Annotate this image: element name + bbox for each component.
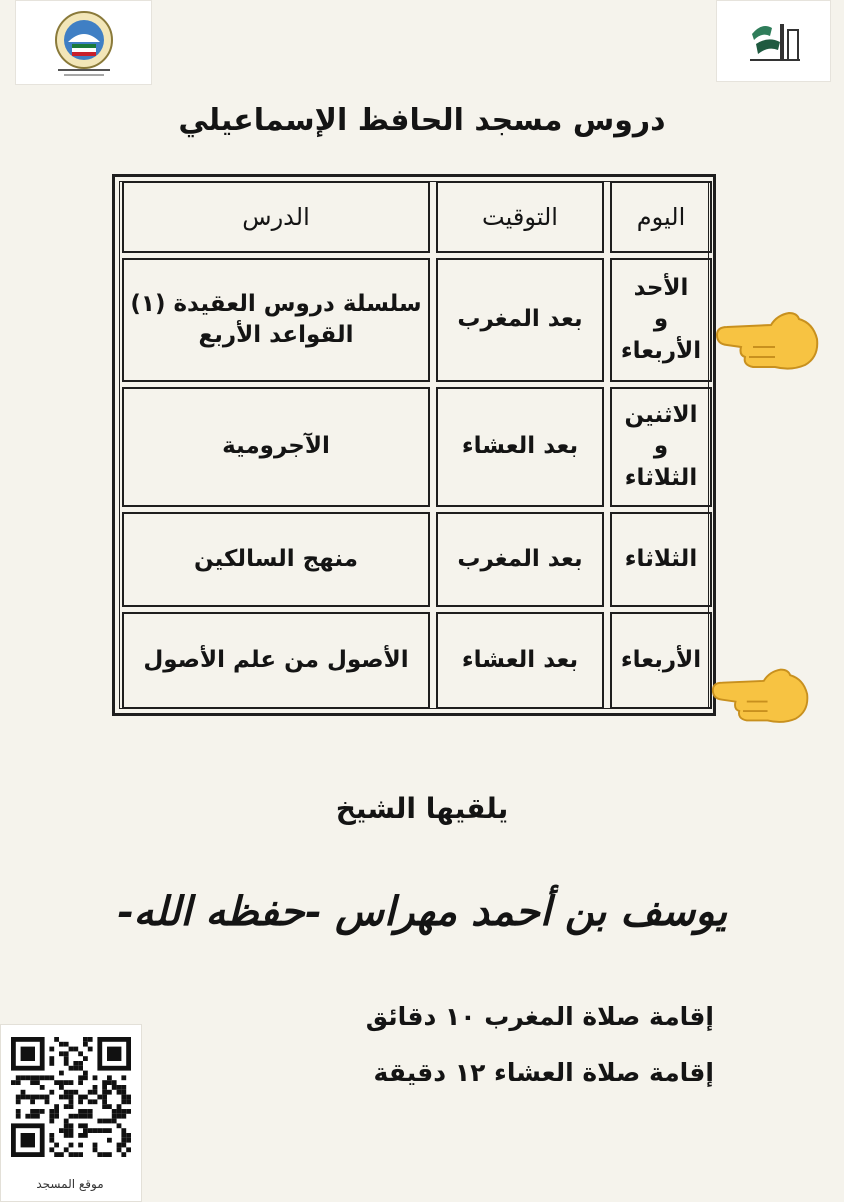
header-time: التوقيت (436, 181, 604, 253)
row-4-lesson: الأصول من علم الأصول (122, 612, 430, 709)
qr-code-panel[interactable] (0, 1024, 142, 1202)
presenter-label: يلقيها الشيخ (335, 792, 509, 825)
qr-code-icon[interactable] (11, 1037, 131, 1157)
page-title: دروس مسجد الحافظ الإسماعيلي (178, 103, 666, 138)
row-2-time: بعد العشاء (436, 387, 604, 507)
header-lesson: الدرس (122, 181, 430, 253)
ministry-logo (15, 0, 152, 85)
row-3-time: بعد المغرب (436, 512, 604, 607)
qr-caption: موقع المسجد (36, 1177, 104, 1191)
kuwait-ministry-emblem-icon (44, 8, 124, 78)
row-3-lesson: منهج السالكين (122, 512, 430, 607)
maghrib-iqama-note: إقامة صلاة المغرب ١٠ دقائق (365, 1002, 714, 1031)
mosque-logo-icon (744, 14, 804, 69)
row-4-time: بعد العشاء (436, 612, 604, 709)
row-1-time: بعد المغرب (436, 258, 604, 382)
mosque-logo (716, 0, 831, 82)
row-3-day: الثلاثاء (610, 512, 712, 607)
header-day: اليوم (610, 181, 712, 253)
row-1-day: الأحد و الأربعاء (610, 258, 712, 382)
row-4-day: الأربعاء (610, 612, 712, 709)
row-1-lesson: سلسلة دروس العقيدة (١) القواعد الأربع (122, 258, 430, 382)
pointing-hand-emoji-icon (713, 305, 821, 375)
sheikh-name: يوسف بن أحمد مهراس -حفظه الله- (116, 888, 728, 935)
isha-iqama-note: إقامة صلاة العشاء ١٢ دقيقة (373, 1058, 714, 1087)
row-2-lesson: الآجرومية (122, 387, 430, 507)
pointing-hand-emoji-icon (708, 662, 812, 728)
row-2-day: الاثنين و الثلاثاء (610, 387, 712, 507)
